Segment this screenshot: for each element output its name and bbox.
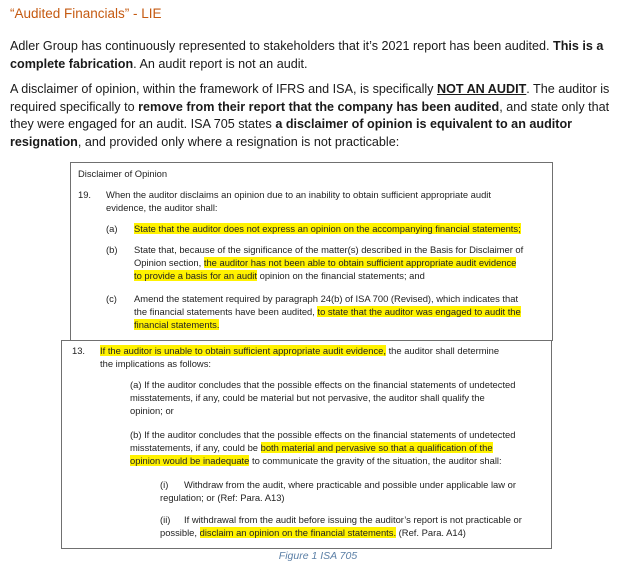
- item-a-label: (a): [106, 223, 118, 234]
- item-b-line-1: State that, because of the significance of the matter(s) described in the Basis for Disclaimer of: [134, 244, 524, 255]
- item-a-line-1: (a) If the auditor concludes that the possible effects on the financial statements of undetected: [130, 379, 516, 390]
- intro-highlight: If the auditor is unable to obtain sufficient appropriate audit evidence,: [100, 345, 386, 356]
- intro-line-2: evidence, the auditor shall:: [106, 202, 218, 213]
- item-b-line-2-highlight: both material and pervasive so that a qualification of the: [260, 442, 493, 453]
- item-ii-continued: [160, 526, 544, 539]
- disclaimer-text-4: , and provided only where a resignation is not practicable:: [77, 134, 400, 149]
- disclaimer-text-1: A disclaimer of opinion, within the framework of IFRS and ISA, is specifically: [10, 82, 437, 96]
- disclaimer-bold-2: remove from their report that the company has been audited: [138, 99, 500, 114]
- disclaimer-bold-3: a disclaimer of opinion is equivalent to an auditor resignation: [10, 117, 573, 149]
- item-i: [184, 478, 544, 491]
- intro-line-2: the implications as follows:: [100, 358, 211, 369]
- item-i-line-1: Withdraw from the audit, where practicable and possible under applicable law or: [184, 479, 516, 490]
- intro-text: Adler Group has continuously represented to stakeholders that it’s 2021 report has been audited.: [10, 39, 554, 53]
- paragraph-intro: [106, 188, 546, 214]
- section-heading: “Audited Financials” - LIE: [10, 6, 162, 21]
- item-b-line-2-highlight: the auditor has not been able to obtain sufficient appropriate audit evidence: [203, 257, 517, 268]
- disclaimer-text-3: , and state only that they were engaged for an audit. ISA 705 states: [10, 99, 610, 131]
- paragraph-number: 13.: [72, 345, 86, 356]
- intro-line-1-text: the auditor shall determine: [385, 345, 500, 356]
- item-a: [134, 222, 546, 235]
- item-ii-label: (ii): [160, 514, 171, 525]
- disclaimer-text-2: . The auditor is required specifically to: [10, 82, 610, 114]
- figure-caption: Figure 1 ISA 705: [278, 550, 358, 562]
- paragraph-intro: [100, 344, 544, 370]
- item-b-line-3-text: opinion on the financial statements; and: [257, 270, 425, 281]
- item-ii-line-2-text: possible,: [160, 527, 200, 538]
- item-c-line-2-text: the financial statements have been audited,: [134, 306, 318, 317]
- item-ii: [184, 513, 544, 526]
- item-i-label: (i): [160, 479, 169, 490]
- item-b-label: (b): [106, 244, 118, 255]
- item-b-line-3-highlight: opinion would be inadequate: [130, 455, 250, 466]
- item-a-highlight: State that the auditor does not express an opinion on the accompanying financial statements;: [134, 223, 521, 234]
- item-i-line-2: regulation; or (Ref: Para. A13): [160, 492, 285, 503]
- item-ii-line-2-ref: (Ref. Para. A14): [396, 527, 466, 538]
- item-b-line-3-text: to communicate the gravity of the situation, the auditor shall:: [249, 455, 502, 466]
- item-ii-line-1: If withdrawal from the audit before issuing the auditor’s report is not practicable or: [184, 514, 522, 525]
- item-a: [130, 378, 544, 417]
- item-b: [130, 428, 544, 467]
- isa705-excerpt-19: [70, 162, 553, 341]
- item-b: [134, 243, 546, 282]
- item-b-line-3-highlight: to provide a basis for an audit: [134, 270, 257, 281]
- intro-paragraph: [10, 38, 630, 73]
- disclaimer-paragraph: [10, 81, 630, 151]
- item-c-line-2-highlight: to state that the auditor was engaged to audit the: [317, 306, 521, 317]
- item-a-line-2: misstatements, if any, could be material but not pervasive, the auditor shall qualify the: [130, 392, 485, 403]
- item-b-line-1: (b) If the auditor concludes that the possible effects on the financial statements of undetected: [130, 429, 516, 440]
- item-c-label: (c): [106, 293, 117, 304]
- intro-bold: This is a complete fabrication: [10, 39, 604, 71]
- item-i-continued: [160, 491, 544, 504]
- isa705-excerpt-13: [61, 340, 552, 549]
- not-an-audit-emphasis: NOT AN AUDIT: [436, 82, 527, 96]
- item-a-line-3: opinion; or: [130, 405, 174, 416]
- item-b-line-2-text: misstatements, if any, could be: [130, 442, 261, 453]
- item-ii-line-2-highlight: disclaim an opinion on the financial statements.: [199, 527, 397, 538]
- item-b-line-2-text: Opinion section,: [134, 257, 204, 268]
- item-c: [134, 292, 546, 331]
- intro-tail: . An audit report is not an audit.: [133, 56, 308, 71]
- paragraph-number: 19.: [78, 189, 92, 200]
- item-c-line-1: Amend the statement required by paragraph 24(b) of ISA 700 (Revised), which indicates that: [134, 293, 519, 304]
- excerpt-title: Disclaimer of Opinion: [78, 168, 168, 179]
- intro-line-1: When the auditor disclaims an opinion due to an inability to obtain sufficient appropriate audit: [106, 189, 491, 200]
- item-c-line-3-highlight: financial statements.: [134, 319, 220, 330]
